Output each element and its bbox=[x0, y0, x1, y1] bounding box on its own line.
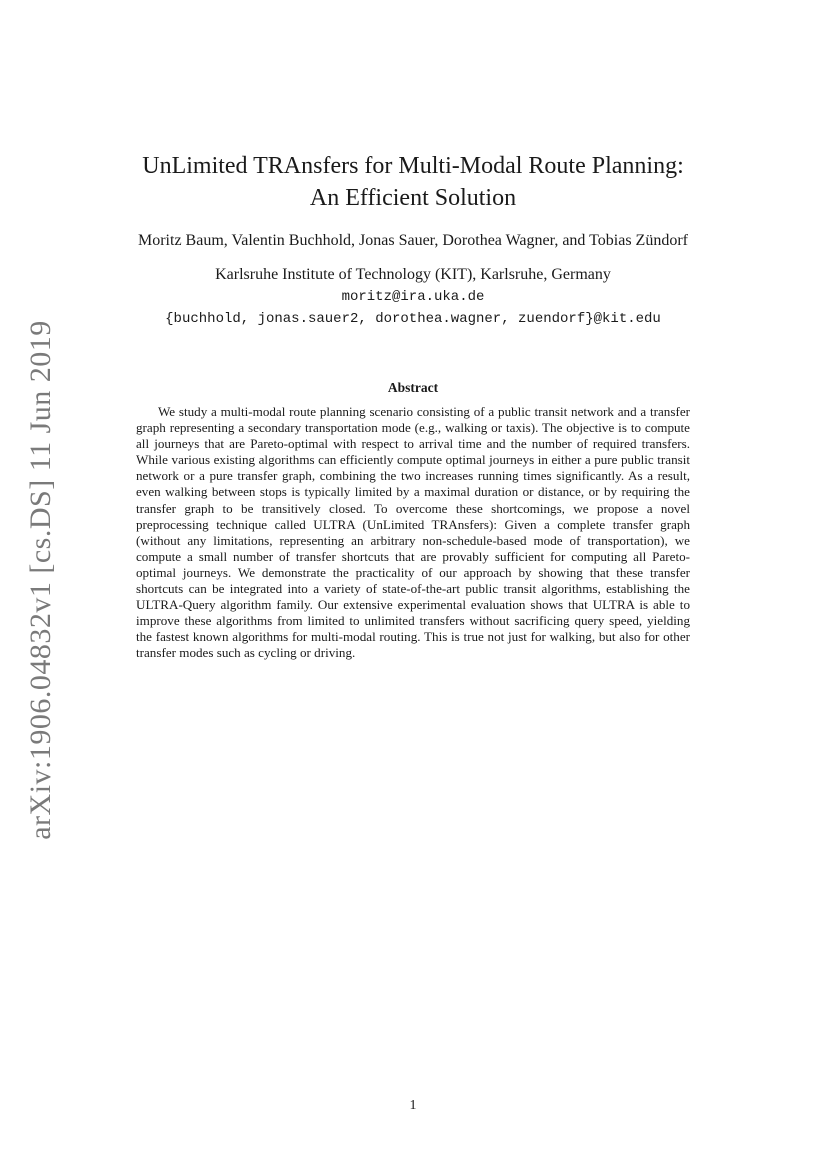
affiliation-block bbox=[0, 264, 826, 330]
arxiv-sidebar-stamp bbox=[20, 320, 62, 840]
title-line-2: An Efficient Solution bbox=[309, 185, 517, 211]
abstract-body: We study a multi-modal route planning scenario consisting of a public transit network and a transfer graph representing a secondary transportation mode (e.g., walking or taxis). The objective is to compute all journeys that are Pareto-optimal with respect to arrival time and the number of required transfers. While various existing algorithms can efficiently compute optimal journeys in either a pure public transit network or a pure transfer graph, combining the two increases running times significantly. As a result, even walking between stops is typically limited by a maximal duration or distance, or by requiring the transfer graph to be transitively closed. To overcome these shortcomings, we propose a novel preprocessing technique called ULTRA (UnLimited TRAnsfers): Given a complete transfer graph (without any limitations, representing an arbitrary non-schedule-based mode of transportation), we compute a small number of transfer shortcuts that are provably sufficient for computing all Pareto-optimal journeys. We demonstrate the practicality of our approach by showing that these transfer shortcuts can be integrated into a variety of state-of-the-art public transit algorithms, establishing the ULTRA-Query algorithm family. Our extensive experimental evaluation shows that ULTRA is able to improve these algorithms from limited to unlimited transfers without sacrificing query speed, yielding the fastest known algorithms for multi-modal routing. This is true not just for walking, but also for other transfer modes such as cycling or driving. bbox=[136, 404, 690, 661]
email-group: {buchhold, jonas.sauer2, dorothea.wagner, zuendorf}@kit.edu bbox=[165, 311, 661, 327]
arxiv-identifier: arXiv:1906.04832v1 [cs.DS] 11 Jun 2019 bbox=[24, 320, 57, 840]
abstract-section bbox=[136, 378, 690, 662]
email-primary: moritz@ira.uka.de bbox=[341, 289, 485, 305]
abstract-heading: Abstract bbox=[387, 380, 439, 395]
paper-title bbox=[0, 150, 826, 214]
title-line-1: UnLimited TRAnsfers for Multi-Modal Route Planning: bbox=[142, 153, 684, 179]
institution: Karlsruhe Institute of Technology (KIT), Karlsruhe, Germany bbox=[215, 266, 611, 283]
author-list: Moritz Baum, Valentin Buchhold, Jonas Sauer, Dorothea Wagner, and Tobias Zündorf bbox=[138, 232, 688, 249]
page-number: 1 bbox=[409, 1098, 417, 1113]
